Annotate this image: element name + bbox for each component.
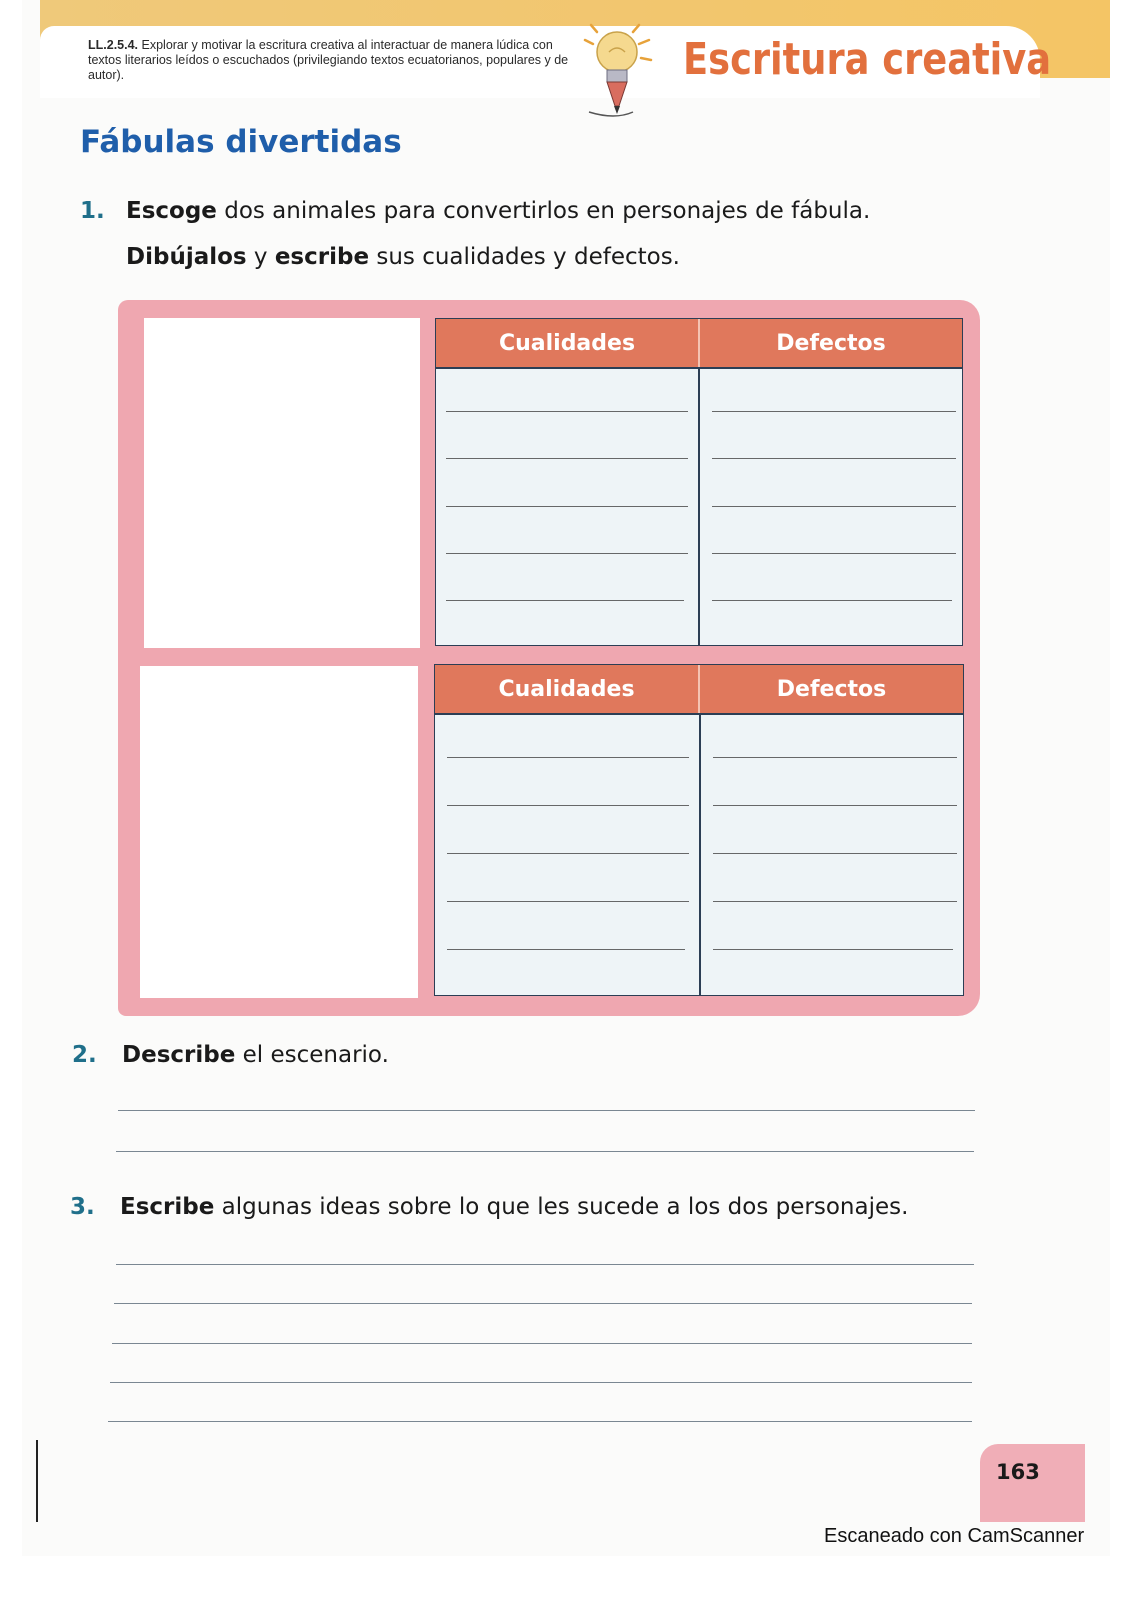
table-header	[435, 665, 963, 713]
standard-text: Explorar y motivar la escritura creativa al interactuar de manera lúdica con textos literarios leídos o escuchados (privilegiando textos ecuatorianos, populares y de autor).	[88, 38, 569, 82]
question-3-number: 3.	[70, 1194, 95, 1220]
answer-line[interactable]	[118, 1110, 975, 1111]
writing-line[interactable]	[712, 458, 956, 459]
page-number: 163	[996, 1460, 1040, 1484]
writing-line[interactable]	[447, 853, 689, 854]
q1-text: dos animales para convertirlos en personajes de fábula.	[216, 198, 871, 224]
writing-line[interactable]	[447, 757, 689, 758]
question-1-line-2	[126, 244, 680, 270]
column-divider	[699, 713, 701, 995]
q1-verb: Escoge	[126, 198, 217, 224]
writing-line[interactable]	[446, 600, 684, 601]
question-2	[72, 1042, 389, 1068]
writing-line[interactable]	[713, 757, 957, 758]
q1-conj: y	[246, 244, 275, 270]
writing-line[interactable]	[712, 506, 956, 507]
writing-line[interactable]	[713, 853, 957, 854]
q3-text: algunas ideas sobre lo que les sucede a los dos personajes.	[214, 1194, 909, 1220]
question-1-number: 1.	[80, 198, 105, 224]
column-header-qualities: Cualidades	[435, 665, 700, 713]
answer-line[interactable]	[116, 1151, 974, 1152]
answer-line[interactable]	[116, 1264, 974, 1265]
writing-line[interactable]	[446, 458, 688, 459]
writing-line[interactable]	[446, 553, 688, 554]
q1-verb-3: escribe	[274, 244, 370, 270]
writing-line[interactable]	[713, 949, 953, 950]
lightbulb-pencil-icon	[583, 22, 663, 118]
table-header	[436, 319, 962, 367]
answer-line[interactable]	[110, 1382, 972, 1383]
writing-line[interactable]	[447, 901, 689, 902]
writing-line[interactable]	[713, 901, 957, 902]
q1-text-2: sus cualidades y defectos.	[369, 244, 680, 270]
writing-line[interactable]	[712, 600, 952, 601]
writing-line[interactable]	[447, 949, 685, 950]
q2-verb: Describe	[122, 1042, 236, 1068]
traits-table-2	[434, 664, 964, 996]
writing-line[interactable]	[712, 411, 956, 412]
answer-line[interactable]	[114, 1303, 972, 1304]
scanner-watermark: Escaneado con CamScanner	[824, 1525, 1085, 1547]
standard-code: LL.2.5.4.	[88, 38, 139, 52]
writing-line[interactable]	[713, 805, 957, 806]
question-1-line-1	[80, 198, 870, 224]
column-header-defects: Defectos	[776, 330, 886, 356]
page-title: Fábulas divertidas	[80, 124, 402, 160]
animals-frame	[118, 300, 980, 1016]
section-title: Escritura creativa	[683, 34, 1052, 85]
answer-line[interactable]	[112, 1343, 972, 1344]
q2-text: el escenario.	[235, 1042, 389, 1068]
q3-verb: Escribe	[120, 1194, 215, 1220]
q1-verb-2: Dibújalos	[126, 244, 247, 270]
writing-line[interactable]	[447, 805, 689, 806]
writing-line[interactable]	[446, 506, 688, 507]
writing-line[interactable]	[712, 553, 956, 554]
column-divider	[698, 367, 700, 645]
column-header-qualities: Cualidades	[436, 319, 700, 367]
binding-edge	[36, 1440, 38, 1522]
question-3	[70, 1194, 908, 1220]
writing-line[interactable]	[446, 411, 688, 412]
drawing-box-2[interactable]	[140, 666, 418, 998]
curriculum-standard	[88, 38, 578, 83]
drawing-box-1[interactable]	[144, 318, 420, 648]
traits-table-1	[435, 318, 963, 646]
question-2-number: 2.	[72, 1042, 97, 1068]
column-header-defects: Defectos	[776, 676, 887, 702]
answer-line[interactable]	[108, 1421, 972, 1422]
